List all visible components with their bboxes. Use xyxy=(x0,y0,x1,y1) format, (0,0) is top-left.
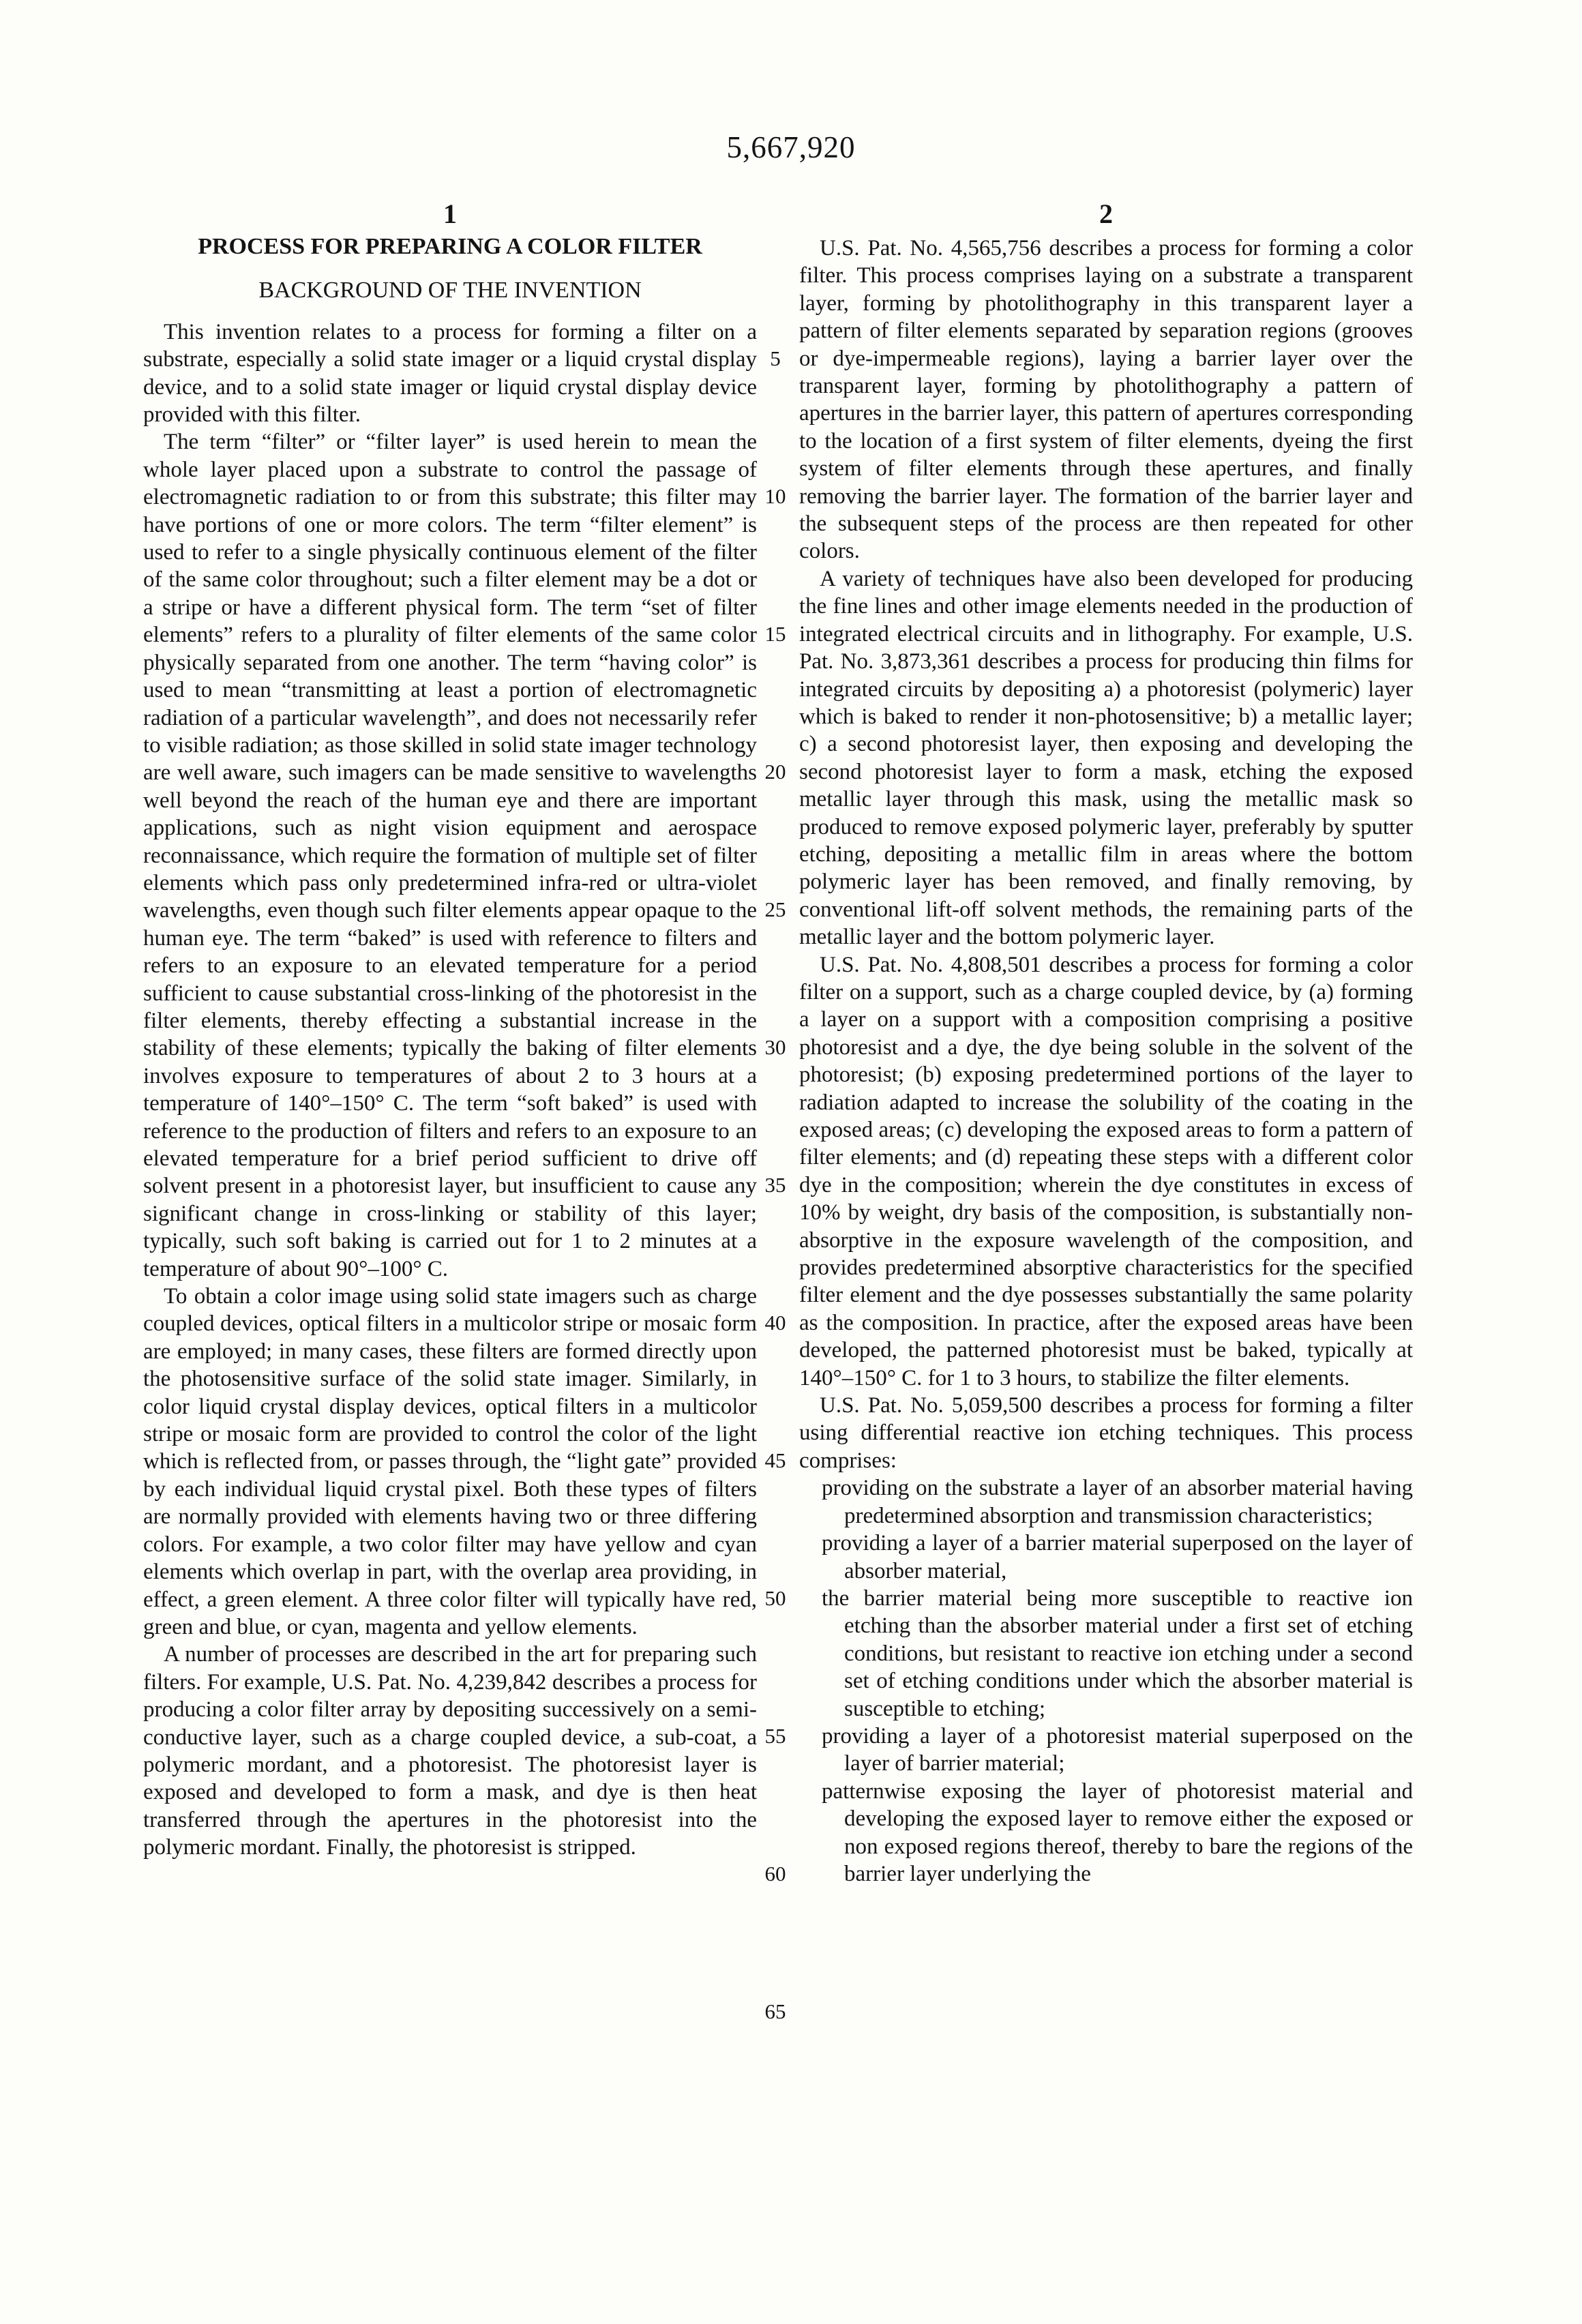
line-number: 30 xyxy=(764,1035,786,1059)
paragraph: U.S. Pat. No. 4,565,756 describes a process for forming a color filter. This process comprises laying on a substrate a transparent layer, forming by photolithography in this transparent layer a pattern of filter elements separated by separation regions (grooves or dye-impermeable regions), laying a barrier layer over the transparent layer, forming by photolithography a pattern of apertures in the barrier layer, this pattern of apertures corresponding to the location of a first system of filter elements, dyeing the first system of filter elements through these apertures, and finally removing the barrier layer. The formation of the barrier layer and the subsequent steps of the process are then repeated for other colors. xyxy=(799,236,1413,564)
invention-title: PROCESS FOR PREPARING A COLOR FILTER xyxy=(198,234,702,259)
column-1-number: 1 xyxy=(443,198,457,229)
line-number: 55 xyxy=(764,1724,786,1748)
line-number: 60 xyxy=(764,1862,786,1886)
line-number-gutter xyxy=(754,345,796,2029)
line-number: 45 xyxy=(764,1448,786,1472)
paragraph: The term “filter” or “filter layer” is used herein to mean the whole layer placed upon a substrate to control the passage of electromagnetic radiation to or from this substrate; this filter may have portions of one or more colors. The term “filter element” is used to refer to a single physically continuous element of the filter of the same color throughout; such a filter element may be a dot or a stripe or have a different physical form. The term “set of filter elements” refers to a plurality of filter elements of the same color physically separated from one another. The term “having color” is used to mean “transmitting at least a portion of electromagnetic radiation of a particular wavelength”, and does not necessarily refer to visible radiation; as those skilled in solid state imager technology are well aware, such imagers can be made sensitive to wavelengths well beyond the reach of the human eye and there are important applications, such as night vision equipment and aerospace reconnaissance, which require the formation of multiple set of filter elements which pass only predetermined infra-red or ultra-violet wavelengths, even though such filter elements appear opaque to the human eye. The term “baked” is used with reference to filters and refers to an exposure to an elevated temperature for a period sufficient to cause substantial cross-linking of the photoresist in the filter elements, thereby effecting a substantial increase in the stability of these elements; typically the baking of filter elements involves exposure to temperatures of about 2 to 3 hours at a temperature of 140°–150° C. The term “soft baked” is used with reference to the production of filters and refers to an exposure to an elevated temperature for a brief period sufficient to drive off solvent present in a photoresist layer, but insufficient to cause any significant change in cross-linking or stability of this layer; typically, such soft baking is carried out for 1 to 2 minutes at a temperature of about 90°–100° C. xyxy=(143,430,757,1281)
line-number: 10 xyxy=(764,484,786,508)
column-right xyxy=(799,199,1413,1888)
paragraph: U.S. Pat. No. 5,059,500 describes a process for forming a filter using differential reactive ion etching techniques. This process comprises: xyxy=(799,1393,1413,1473)
claim-clause: the barrier material being more susceptible to reactive ion etching than the absorber material under a first set of etching conditions, but resistant to reactive ion etching under a second set of etching conditions under which the absorber material is susceptible to etching; xyxy=(822,1585,1413,1721)
claim-clause: providing a layer of a photoresist material superposed on the layer of barrier material; xyxy=(822,1723,1413,1776)
claim-clause: providing a layer of a barrier material superposed on the layer of absorber material, xyxy=(822,1531,1413,1583)
column-left xyxy=(143,199,757,1862)
line-number: 25 xyxy=(764,897,786,921)
line-number: 35 xyxy=(764,1173,786,1197)
paragraph: A variety of techniques have also been developed for producing the fine lines and other image elements needed in the production of integrated electrical circuits and in lithography. For example, U.S. Pat. No. 3,873,361 describes a process for producing thin films for integrated circuits by depositing a) a photoresist (polymeric) layer which is baked to render it non-photosensitive; b) a metallic layer; c) a second photoresist layer, then exposing and developing the second photoresist layer to form a mask, etching the exposed metallic layer through this mask, using the metallic mask so produced to remove exposed polymeric layer, preferably by sputter etching, depositing a metallic film in areas where the bottom polymeric layer has been removed, and finally removing, by conventional lift-off solvent methods, the remaining parts of the metallic layer and the bottom polymeric layer. xyxy=(799,566,1413,950)
section-heading: BACKGROUND OF THE INVENTION xyxy=(258,278,642,303)
paragraph: U.S. Pat. No. 4,808,501 describes a process for forming a color filter on a support, such as a charge coupled device, by (a) forming a layer on a support with a composition comprising a positive photoresist and a dye, the dye being soluble in the solvent of the photoresist; (b) exposing predetermined portions of the layer to radiation adapted to increase the solubility of the coating in the exposed areas; (c) developing the exposed areas to form a pattern of filter elements; and (d) repeating these steps with a different color dye in the composition; wherein the dye constitutes in excess of 10% by weight, dry basis of the composition, is substantially non-absorptive in the exposure wavelength of the composition, and provides predetermined absorptive characteristics for the specified filter element and the dye possesses substantially the same polarity as the composition. In practice, after the exposed areas have been developed, the patterned photoresist must be baked, typically at 140°–150° C. for 1 to 3 hours, to stabilize the filter elements. xyxy=(799,952,1413,1390)
paragraph: A number of processes are described in the art for preparing such filters. For example, U.S. Pat. No. 4,239,842 describes a process for producing a color filter array by depositing successively on a semi-conductive layer, such as a charge coupled device, a sub-coat, a polymeric mordant, and a photoresist. The photoresist layer is exposed and developed to form a mask, and dye is then heat transferred through the apertures in the photoresist into the polymeric mordant. Finally, the photoresist is stripped. xyxy=(143,1642,757,1860)
line-number: 40 xyxy=(764,1311,786,1335)
line-number: 65 xyxy=(764,1999,786,2023)
patent-number: 5,667,920 xyxy=(726,130,856,164)
line-number: 5 xyxy=(770,346,781,370)
claim-clause: patternwise exposing the layer of photoresist material and developing the exposed layer to remove either the exposed or non exposed regions thereof, thereby to bare the regions of the barrier layer underlying the xyxy=(822,1778,1413,1886)
line-number: 50 xyxy=(764,1586,786,1610)
column-2-number: 2 xyxy=(1099,198,1113,229)
paragraph: This invention relates to a process for forming a filter on a substrate, especially a solid state imager or a liquid crystal display device, and to a solid state imager or liquid crystal display device provided with this filter. xyxy=(143,319,757,428)
claim-clause: providing on the substrate a layer of an absorber material having predetermined absorption and transmission characteristics; xyxy=(822,1476,1413,1528)
line-number: 20 xyxy=(764,760,786,784)
paragraph: To obtain a color image using solid state imagers such as charge coupled devices, optical filters in a multicolor stripe or mosaic form are employed; in many cases, these filters are formed directly upon the photosensitive surface of the solid state imager. Similarly, in color liquid crystal display devices, optical filters in a multicolor stripe or mosaic form are provided to control the color of the light which is reflected from, or passes through, the “light gate” provided by each individual liquid crystal pixel. Both these types of filters are normally provided with elements having two or three differing colors. For example, a two color filter may have yellow and cyan elements which overlap in part, with the overlap area providing, in effect, a green element. A three color filter will typically have red, green and blue, or cyan, magenta and yellow elements. xyxy=(143,1284,757,1639)
line-number: 15 xyxy=(764,622,786,646)
